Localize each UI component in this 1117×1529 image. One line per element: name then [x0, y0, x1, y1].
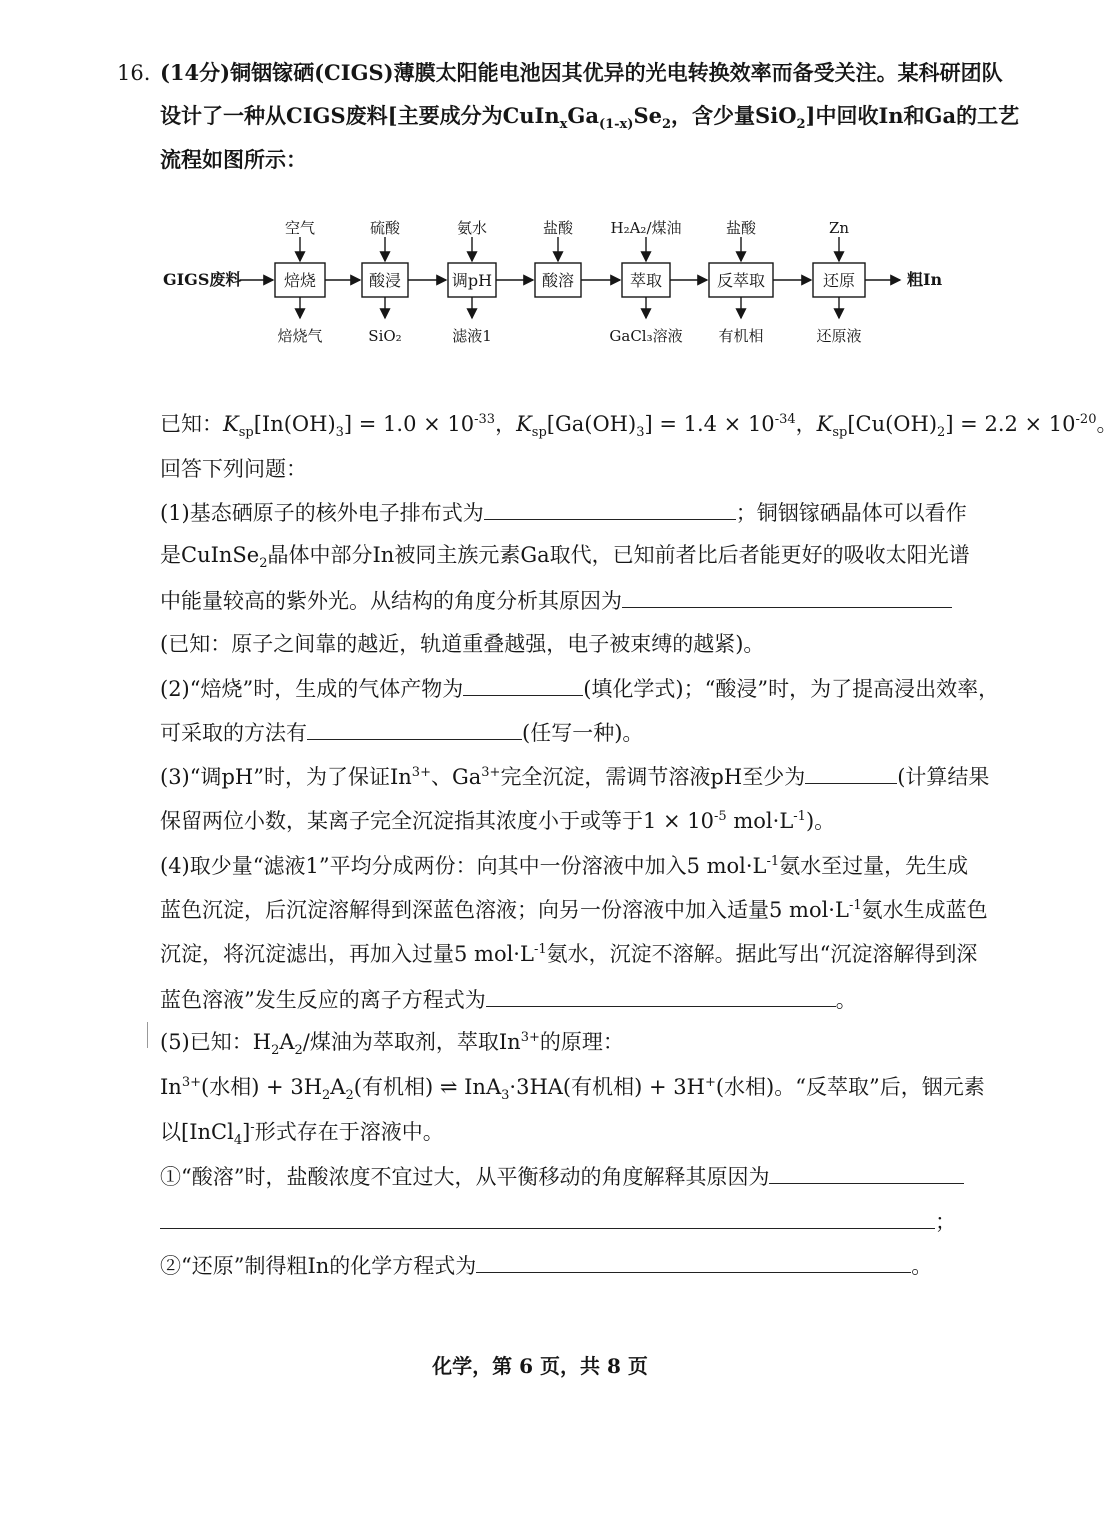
q1-note: (已知：原子之间靠的越近，轨道重叠越强，电子被束缚的越紧)。	[160, 632, 765, 656]
question-number: 16.	[117, 61, 151, 85]
flow-step-label: 酸溶	[541, 271, 575, 290]
scan-artifact-line	[147, 1022, 148, 1048]
q3-line-2: 保留两位小数，某离子完全沉淀指其浓度小于或等于$1 \times 10^{-5}$ $mol\cdot L^{-1}$)。	[160, 809, 836, 833]
flow-input-label: Zn	[828, 219, 850, 237]
q4-answer-blank[interactable]	[486, 984, 836, 1007]
flow-output-label: 有机相	[718, 327, 764, 345]
q1-line-2: 是CuInSe$_2$晶体中部分In被同主族元素Ga取代，已知前者比后者能更好的吸收太阳光谱	[160, 543, 970, 572]
flow-step-label: 反萃取	[716, 271, 766, 290]
q2-line-2: 可采取的方法有 (任写一种)。	[160, 717, 960, 748]
flow-step-label: 还原	[822, 271, 856, 290]
q1-line-1: (1)基态硒原子的核外电子排布式为 ；铜铟镓硒晶体可以看作	[160, 497, 960, 528]
flow-input-label: 氨水	[456, 219, 488, 237]
ksp-known: 已知：$K_{sp}[In(OH)_3] = 1.0 \times 10^{-33}$，$K_{sp}[Ga(OH)_3] = 1.4 \times 10^{-34}$，$K_{sp}[Cu(OH)_2] = 2.2 \times 10^{-20}$。	[160, 412, 1117, 441]
q3-answer-blank[interactable]	[805, 761, 897, 784]
flow-input-label: 硫酸	[369, 219, 401, 237]
q3-line-1: (3)“调pH”时，为了保证$In^{3+}$、$Ga^{3+}$完全沉淀，需调节溶液pH至少为 (计算结果	[160, 761, 960, 792]
q5-sub1-line-1: ①“酸溶”时，盐酸浓度不宜过大，从平衡移动的角度解释其原因为	[160, 1161, 960, 1192]
flow-input-label: 盐酸	[725, 219, 757, 237]
flow-step-label: 调pH	[451, 271, 493, 290]
flow-output-label: 焙烧气	[277, 327, 323, 345]
question-intro-line-3: 流程如图所示：	[160, 147, 307, 172]
process-flowchart	[0, 0, 1080, 380]
flow-input-label: H₂A₂/煤油	[610, 219, 682, 237]
q2-answer-blank-2[interactable]	[307, 717, 522, 740]
question-intro-line-1: (14分)铜铟镓硒(CIGS)薄膜太阳能电池因其优异的光电转换效率而备受关注。某科研团队	[160, 60, 1003, 85]
q4-line-1: (4)取少量“滤液1”平均分成两份：向其中一份溶液中加入5 $mol\cdot L^{-1}$氨水至过量，先生成	[160, 854, 969, 878]
flow-start-label: GIGS废料	[163, 270, 242, 289]
flow-input-label: 空气	[284, 219, 316, 237]
q5-answer-blank-2[interactable]	[476, 1250, 911, 1273]
question-intro-line-2: 设计了一种从CIGS废料[主要成分为$CuIn_xGa_{(1-x)}Se_2$，含少量SiO$_2$]中回收In和Ga的工艺	[160, 103, 1020, 133]
q5-sub2-line: ②“还原”制得粗In的化学方程式为 。	[160, 1250, 960, 1281]
q1-answer-blank-2[interactable]	[622, 585, 952, 608]
q4-line-3: 沉淀，将沉淀滤出，再加入过量5 $mol\cdot L^{-1}$氨水，沉淀不溶解。据此写出“沉淀溶解得到深	[160, 942, 978, 966]
page-footer: 化学，第 6 页，共 8 页	[432, 1354, 648, 1378]
flow-output-label: 滤液1	[452, 327, 492, 345]
flow-output-label: 还原液	[816, 327, 862, 345]
q1-answer-blank-1[interactable]	[484, 497, 736, 520]
flow-output-label: GaCl₃溶液	[609, 327, 683, 345]
q5-equation: $In^{3+}$(水相) + $3H_2A_2$(有机相) ⇌ InA$_3$·3HA(有机相) + 3H+(水相)。“反萃取”后，铟元素	[160, 1075, 985, 1104]
q5-line-1: (5)已知：$H_2A_2/$煤油为萃取剂，萃取$In^{3+}$的原理：	[160, 1030, 624, 1059]
flow-output-label: SiO₂	[368, 327, 402, 345]
equilibrium-arrow: ⇌	[439, 1075, 458, 1099]
q4-line-4: 蓝色溶液”发生反应的离子方程式为 。	[160, 984, 960, 1015]
q5-answer-blank-1a[interactable]	[769, 1161, 964, 1184]
q5-answer-blank-1b[interactable]	[160, 1206, 935, 1229]
q5-line-3: 以[InCl$_4$]-形式存在于溶液中。	[160, 1120, 444, 1149]
flow-step-label: 焙烧	[283, 271, 317, 290]
flow-input-label: 盐酸	[542, 219, 574, 237]
q1-line-3: 中能量较高的紫外光。从结构的角度分析其原因为	[160, 585, 960, 616]
flow-step-label: 酸浸	[368, 271, 402, 290]
q4-line-2: 蓝色沉淀，后沉淀溶解得到深蓝色溶液；向另一份溶液中加入适量5 $mol\cdot L^{-1}$氨水生成蓝色	[160, 898, 988, 922]
q2-line-1: (2)“焙烧”时，生成的气体产物为 (填化学式)；“酸浸”时，为了提高浸出效率，	[160, 673, 960, 704]
q5-sub1-line-2: ；	[160, 1206, 960, 1237]
flow-end-label: 粗In	[907, 270, 943, 289]
flow-step-label: 萃取	[629, 271, 663, 290]
q2-answer-blank-1[interactable]	[463, 673, 583, 696]
answer-prompt: 回答下列问题：	[160, 457, 307, 481]
